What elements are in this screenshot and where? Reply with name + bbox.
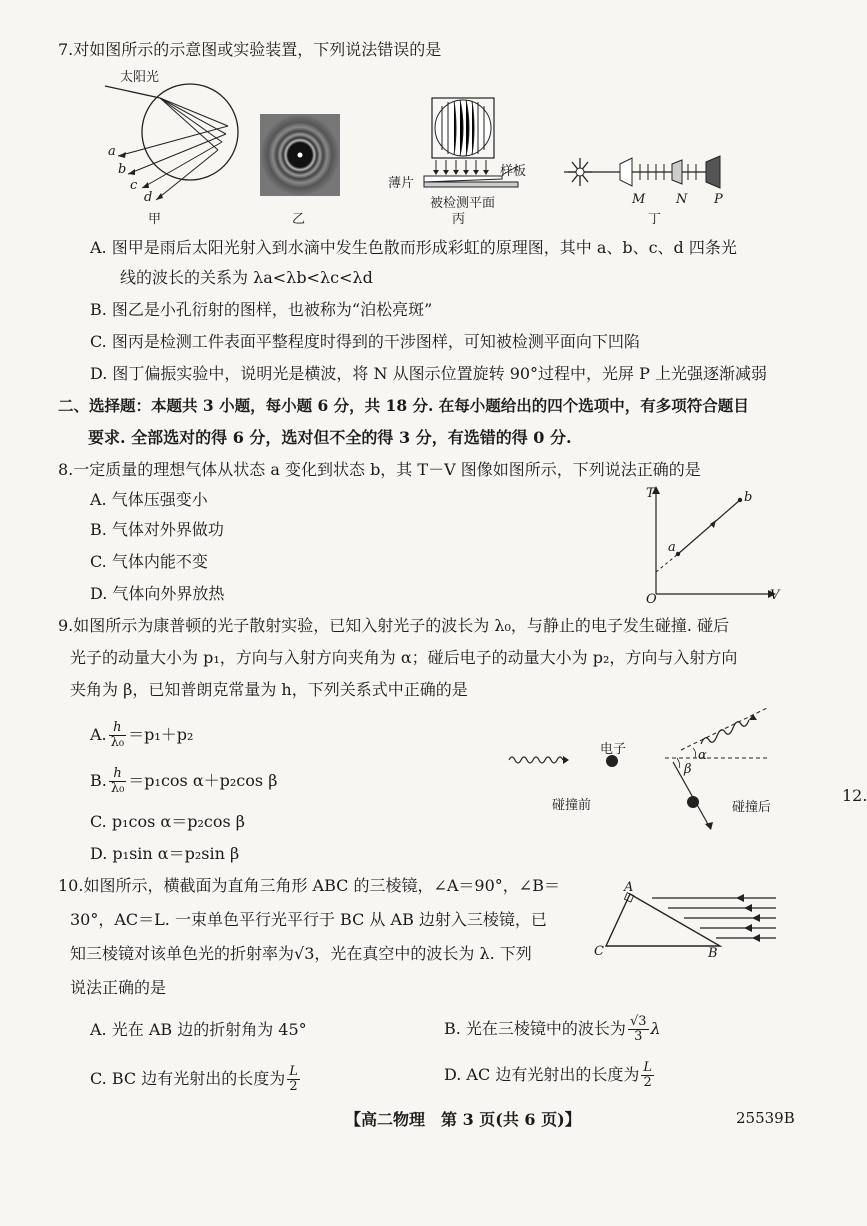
q9-stem-line1: 9.如图所示为康普顿的光子散射实验，已知入射光子的波长为 λ₀，与静止的电子发生碰撞. 碰后 bbox=[58, 616, 730, 635]
q8-option-a: A. 气体压强变小 bbox=[90, 490, 208, 509]
q7-option-c: C. 图丙是检测工件表面平整程度时得到的干涉图样，可知被检测平面向下凹陷 bbox=[90, 332, 640, 351]
q9-option-a: A. $\frac{h}{\text{λ₀}}$ ＝p₁＋p₂ bbox=[90, 720, 194, 750]
margin-question-number: 12. bbox=[842, 786, 867, 805]
graph-label-T: T bbox=[646, 486, 655, 501]
label-b: b bbox=[118, 162, 127, 177]
figure-yi-poisson-spot bbox=[260, 114, 340, 196]
figure-bing-interference bbox=[396, 96, 536, 200]
q9-option-c: C. p₁cos α＝p₂cos β bbox=[90, 812, 245, 831]
label-template: 样板 bbox=[500, 164, 527, 179]
label-N: N bbox=[676, 192, 688, 207]
water-droplet-circle bbox=[142, 84, 238, 180]
state-b-point bbox=[738, 498, 742, 502]
label-yi: 乙 bbox=[292, 212, 306, 227]
label-ding: 丁 bbox=[648, 212, 662, 227]
h-over-lambda0-fraction: $\frac{h}{\text{λ₀}}$ bbox=[110, 766, 125, 796]
label-after-collision: 碰撞后 bbox=[732, 800, 772, 815]
label-bing: 丙 bbox=[452, 212, 466, 227]
section-2-instructions-line1: 二、选择题：本题共 3 小题，每小题 6 分，共 18 分. 在每小题给出的四个选项中，有多项符合题目 bbox=[58, 396, 749, 415]
ray-a bbox=[118, 126, 228, 156]
l-over-2-fraction: $\frac{L}{2}$ bbox=[643, 1060, 652, 1090]
q7-option-a-line2: 线的波长的关系为 λa<λb<λc<λd bbox=[120, 268, 373, 287]
incident-photon-wave bbox=[509, 757, 563, 763]
q7-option-d: D. 图丁偏振实验中，说明光是横波，将 N 从图示位置旋转 90°过程中，光屏 P 上光强逐渐减弱 bbox=[90, 364, 767, 383]
label-thin-sheet: 薄片 bbox=[388, 176, 415, 191]
q10-prism-figure bbox=[594, 880, 784, 960]
label-M: M bbox=[632, 192, 646, 207]
l-over-2-fraction: $\frac{L}{2}$ bbox=[289, 1064, 298, 1094]
q7-option-b: B. 图乙是小孔衍射的图样，也被称为“泊松亮斑” bbox=[90, 300, 433, 319]
ray-c bbox=[142, 142, 222, 188]
prism-label-C: C bbox=[594, 944, 604, 959]
label-a: a bbox=[108, 144, 116, 159]
label-beta: β bbox=[684, 762, 692, 777]
q10-option-a: A. 光在 AB 边的折射角为 45° bbox=[90, 1020, 307, 1039]
q9-option-b: B. $\frac{h}{\text{λ₀}}$ ＝p₁cos α＋p₂cos β bbox=[90, 766, 278, 796]
section-2-instructions-line2: 要求. 全部选对的得 6 分，选对但不全的得 3 分，有选错的得 0 分. bbox=[88, 428, 572, 447]
q10-stem-line3: 知三棱镜对该单色光的折射率为√3，光在真空中的波长为 λ. 下列 bbox=[70, 944, 532, 963]
scattered-photon-wave bbox=[701, 720, 749, 744]
sqrt3-over-3-fraction: $\frac{√3}{3}$ bbox=[629, 1014, 647, 1044]
q10-stem-line1: 10.如图所示，横截面为直角三角形 ABC 的三棱镜，∠A＝90°，∠B＝ bbox=[58, 876, 560, 895]
graph-label-b: b bbox=[744, 490, 753, 505]
label-P: P bbox=[714, 192, 723, 207]
q8-option-d: D. 气体向外界放热 bbox=[90, 584, 225, 603]
label-sunlight: 太阳光 bbox=[120, 70, 160, 85]
paper-code: 25539B bbox=[736, 1109, 795, 1127]
label-test-surface: 被检测平面 bbox=[430, 196, 496, 211]
state-a-point bbox=[676, 552, 680, 556]
q10-option-b: B. 光在三棱镜中的波长为 $\frac{√3}{3}$ λ bbox=[444, 1014, 661, 1044]
label-jia: 甲 bbox=[148, 212, 162, 227]
prism-triangle bbox=[606, 894, 720, 946]
graph-label-V: V bbox=[770, 588, 780, 603]
q7-stem: 7.对如图所示的示意图或实验装置，下列说法错误的是 bbox=[58, 40, 442, 59]
q8-tv-graph bbox=[640, 484, 780, 604]
page-footer-title: 【高二物理 第 3 页(共 6 页)】 bbox=[345, 1110, 581, 1129]
h-over-lambda0-fraction: $\frac{h}{\text{λ₀}}$ bbox=[110, 720, 125, 750]
q10-option-c: C. BC 边有光射出的长度为 $\frac{L}{2}$ bbox=[90, 1064, 298, 1094]
prism-label-B: B bbox=[708, 946, 718, 961]
figure-ding-polarization bbox=[560, 150, 740, 196]
label-d: d bbox=[144, 190, 153, 205]
q10-stem-line2: 30°，AC＝L. 一束单色平行光平行于 BC 从 AB 边射入三棱镜，已 bbox=[70, 910, 547, 929]
q8-option-c: C. 气体内能不变 bbox=[90, 552, 208, 571]
q9-stem-line3: 夹角为 β，已知普朗克常量为 h，下列关系式中正确的是 bbox=[70, 680, 468, 699]
label-electron: 电子 bbox=[600, 742, 627, 757]
q9-option-d: D. p₁sin α＝p₂sin β bbox=[90, 844, 240, 863]
graph-label-O: O bbox=[646, 592, 657, 607]
label-before-collision: 碰撞前 bbox=[552, 798, 592, 813]
q10-stem-line4: 说法正确的是 bbox=[70, 978, 167, 997]
q9-stem-line2: 光子的动量大小为 p₁，方向与入射方向夹角为 α；碰后电子的动量大小为 p₂，方向与入射方向 bbox=[70, 648, 738, 667]
prism-label-A: A bbox=[624, 880, 634, 895]
graph-label-a: a bbox=[668, 540, 676, 555]
figure-jia-rainbow bbox=[100, 64, 240, 224]
process-line-ab bbox=[678, 500, 740, 554]
label-alpha: α bbox=[698, 748, 707, 763]
label-c: c bbox=[130, 178, 138, 193]
q10-option-d: D. AC 边有光射出的长度为 $\frac{L}{2}$ bbox=[444, 1060, 652, 1090]
bright-center-spot bbox=[298, 153, 303, 158]
sunlight-ray bbox=[105, 86, 160, 98]
q8-option-b: B. 气体对外界做功 bbox=[90, 520, 224, 539]
q7-option-a-line1: A. 图甲是雨后太阳光射入到水滴中发生色散而形成彩虹的原理图，其中 a、b、c、d 四条光 bbox=[90, 238, 737, 257]
q8-stem: 8.一定质量的理想气体从状态 a 变化到状态 b，其 T－V 图像如图所示，下列说法正确的是 bbox=[58, 460, 701, 479]
